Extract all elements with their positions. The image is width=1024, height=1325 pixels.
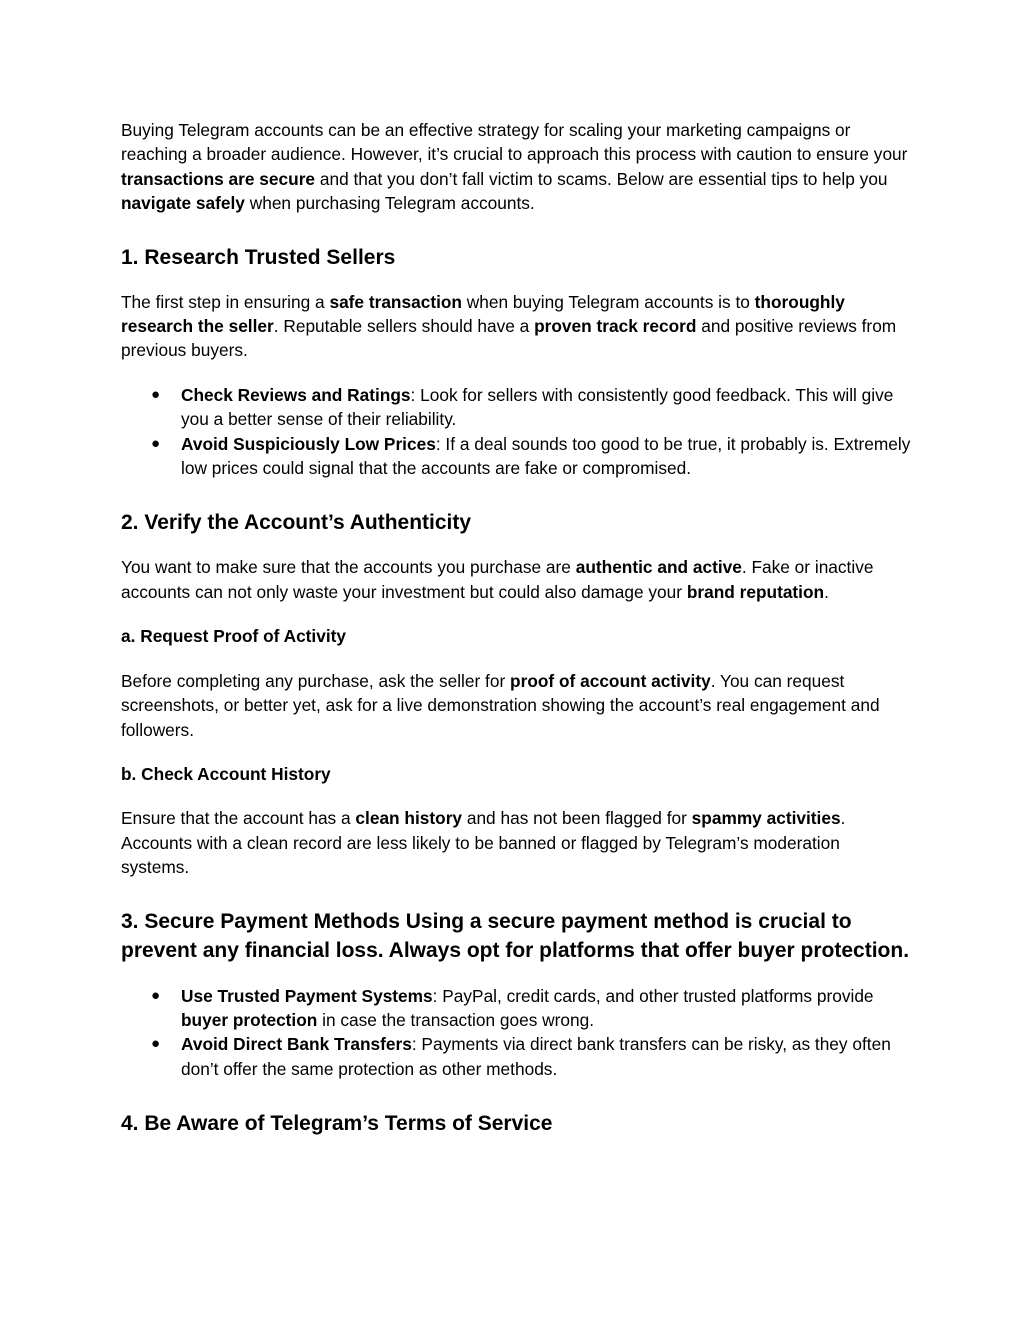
bold-text: Use Trusted Payment Systems — [181, 985, 433, 1006]
bold-text: safe transaction — [329, 291, 462, 312]
bold-text: Check Reviews and Ratings — [181, 384, 411, 405]
section-1-heading: 1. Research Trusted Sellers — [121, 245, 396, 269]
list-item — [121, 383, 911, 432]
list-item-text: Check Reviews and Ratings: Look for sellers with consistently good feedback. This will give you a better sense of their reliability. — [181, 384, 894, 430]
bullet-glyph: ● — [151, 1035, 161, 1053]
section-1-bullet-list — [121, 383, 911, 481]
bold-text: thoroughly research the seller — [121, 291, 845, 337]
list-item-text: Use Trusted Payment Systems: PayPal, credit cards, and other trusted platforms provide buyer protection in case the transaction goes wrong. — [181, 985, 874, 1030]
bullet-glyph: ● — [151, 385, 161, 403]
bold-text: clean history — [355, 808, 463, 829]
section-3-bullet-list — [121, 984, 911, 1082]
bullet-glyph: ● — [151, 434, 161, 452]
list-item-text: Avoid Direct Bank Transfers: Payments via direct bank transfers can be risky, as they often don’t offer the same protection as other methods. — [181, 1034, 891, 1079]
document-page — [121, 118, 911, 1138]
list-item — [121, 1032, 911, 1081]
bold-text: Avoid Direct Bank Transfers — [181, 1034, 412, 1055]
bold-text: proven track record — [534, 316, 697, 337]
bold-text: navigate safely — [121, 193, 245, 214]
subsection-a-heading: a. Request Proof of Activity — [121, 626, 347, 647]
section-1-paragraph: The first step in ensuring a safe transaction when buying Telegram accounts is to thoroughly research the seller. Reputable sellers should have a proven track record and positive reviews from previous buyers. — [121, 291, 897, 361]
bold-text: brand reputation — [686, 581, 825, 602]
bullet-glyph: ● — [151, 986, 161, 1004]
bold-text: proof of account activity — [510, 670, 711, 691]
list-item — [121, 984, 911, 1033]
subsection-b-heading: b. Check Account History — [121, 763, 331, 784]
section-2-paragraph: You want to make sure that the accounts you purchase are authentic and active. Fake or inactive accounts can not only waste your investment but could also damage your brand reputation. — [121, 557, 874, 602]
section-2-heading: 2. Verify the Account’s Authenticity — [121, 511, 472, 535]
subsection-b-paragraph: Ensure that the account has a clean history and has not been flagged for spammy activities. Accounts with a clean record are less likely to be banned or flagged by Telegram’s moderation systems. — [121, 808, 846, 878]
subsection-a-paragraph: Before completing any purchase, ask the seller for proof of account activity. You can request screenshots, or better yet, ask for a live demonstration showing the account’s real engagement and followers. — [121, 670, 880, 740]
bold-text: Avoid Suspiciously Low Prices — [181, 433, 436, 454]
bold-text: authentic and active — [575, 557, 742, 578]
section-4-heading: 4. Be Aware of Telegram’s Terms of Service — [121, 1112, 553, 1136]
bold-text: transactions are secure — [121, 168, 316, 189]
list-item — [121, 432, 911, 481]
list-item-text: Avoid Suspiciously Low Prices: If a deal sounds too good to be true, it probably is. Extremely low prices could signal that the accounts are fake or compromised. — [181, 433, 911, 479]
intro-paragraph: Buying Telegram accounts can be an effective strategy for scaling your marketing campaigns or reaching a broader audience. However, it’s crucial to approach this process with caution to ensure your transactions are secure and that you don’t fall victim to scams. Below are essential tips to help you navigate safely when purchasing Telegram accounts. — [121, 120, 908, 214]
section-3-heading: 3. Secure Payment Methods Using a secure payment method is crucial to prevent any financial loss. Always opt for platforms that offer buyer protection. — [121, 909, 910, 962]
bold-text: spammy activities — [691, 808, 841, 829]
bold-text: buyer protection — [181, 1009, 318, 1030]
